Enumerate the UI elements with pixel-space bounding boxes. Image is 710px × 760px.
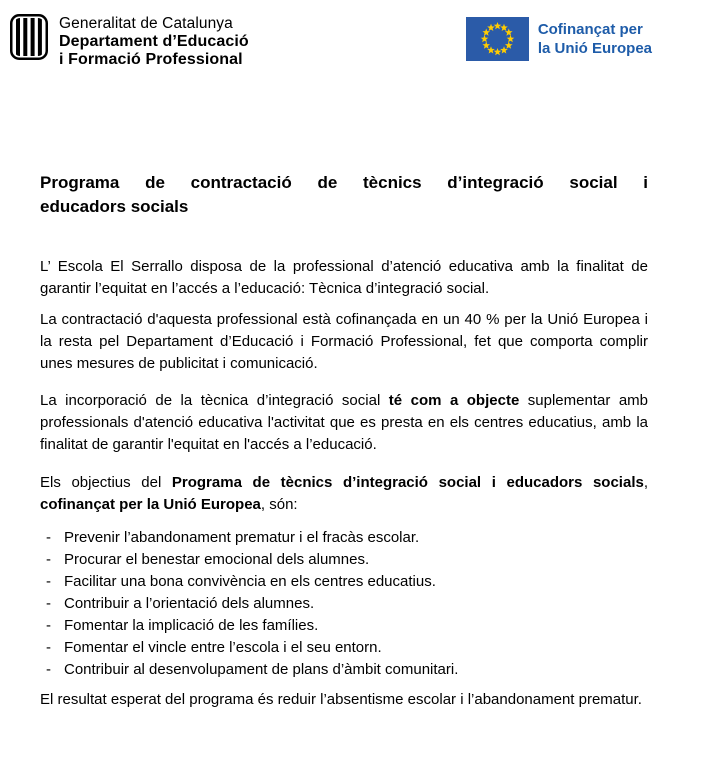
objectives-list [40,527,648,681]
page-header [0,0,710,69]
generalitat-shield-icon [10,14,48,60]
paragraph-expected-result [40,689,648,711]
paragraph-text: , [643,474,648,491]
document-body [40,171,648,711]
dash-bullet: - [46,639,51,656]
paragraph-text: La contractació d'aquesta professional està cofinançada en un 40 % per la Unió Europea i la resta pel Departament d’Educació i Formació Professional, fet que comporta complir unes mesures de publicitat i comunicació. [40,311,648,372]
list-item-text: Procurar el benestar emocional dels alumnes. [64,551,370,568]
list-item-text: Contribuir a l’orientació dels alumnes. [64,595,315,612]
paragraph-intro [40,256,648,300]
list-item [40,527,648,549]
list-item-text: Facilitar una bona convivència en els centres educatius. [64,573,436,590]
list-item-text: Fomentar el vincle entre l’escola i el seu entorn. [64,639,382,656]
eu-cofunding-text-line1: Cofinançat per [537,21,643,38]
eu-cofunding-text [538,20,652,58]
paragraph-text: La incorporació de la tècnica d’integració social [40,392,389,409]
dash-bullet: - [46,551,51,568]
list-item [40,615,648,637]
bold-program-name: Programa de tècnics d’integració social i educadors socials [171,474,644,491]
dash-bullet: - [46,617,51,634]
bold-phrase: té com a objecte [388,392,520,409]
dash-bullet: - [46,661,51,678]
list-item [40,637,648,659]
bold-cofunding-phrase: cofinançat per la Unió Europea [40,496,261,513]
list-item [40,593,648,615]
list-item [40,659,648,681]
list-item-text: Fomentar la implicació de les famílies. [64,617,319,634]
paragraph-objective [40,390,648,456]
document-title-line2: educadors socials [40,197,189,216]
generalitat-logo [10,14,249,69]
department-name-line2: i Formació Professional [59,51,243,68]
list-item [40,571,648,593]
list-item [40,549,648,571]
eu-cofunding-logo [466,17,652,61]
dash-bullet: - [46,529,51,546]
eu-flag-icon [466,17,529,61]
paragraph-objectives-lead [40,472,648,516]
paragraph-text: Els objectius del [40,474,172,491]
paragraph-text: El resultat esperat del programa és reduir l’absentisme escolar i l’abandonament prematur. [40,691,642,708]
department-name-line1: Departament d’Educació [59,33,249,50]
dash-bullet: - [46,573,51,590]
paragraph-text: , són: [260,496,298,513]
generalitat-logo-text [59,14,249,69]
generalitat-name: Generalitat de Catalunya [59,15,233,32]
list-item-text: Prevenir l’abandonament prematur i el fracàs escolar. [64,529,420,546]
dash-bullet: - [46,595,51,612]
eu-cofunding-text-line2: la Unió Europea [537,40,652,57]
paragraph-cofunding [40,309,648,375]
list-item-text: Contribuir al desenvolupament de plans d’àmbit comunitari. [64,661,459,678]
paragraph-text: L’ Escola El Serrallo disposa de la professional d’atenció educativa amb la finalitat de garantir l’equitat en l’accés a l’educació: Tècnica d’integració social. [40,258,648,297]
document-title [40,171,648,219]
document-title-line1: Programa de contractació de tècnics d’integració social i [40,173,648,192]
paragraph-text: suplementar amb professionals d'atenció educativa l'activitat que es presta en els centres educatius, amb la finalitat de garantir l'equitat en l'accés a l’educació. [40,392,649,453]
